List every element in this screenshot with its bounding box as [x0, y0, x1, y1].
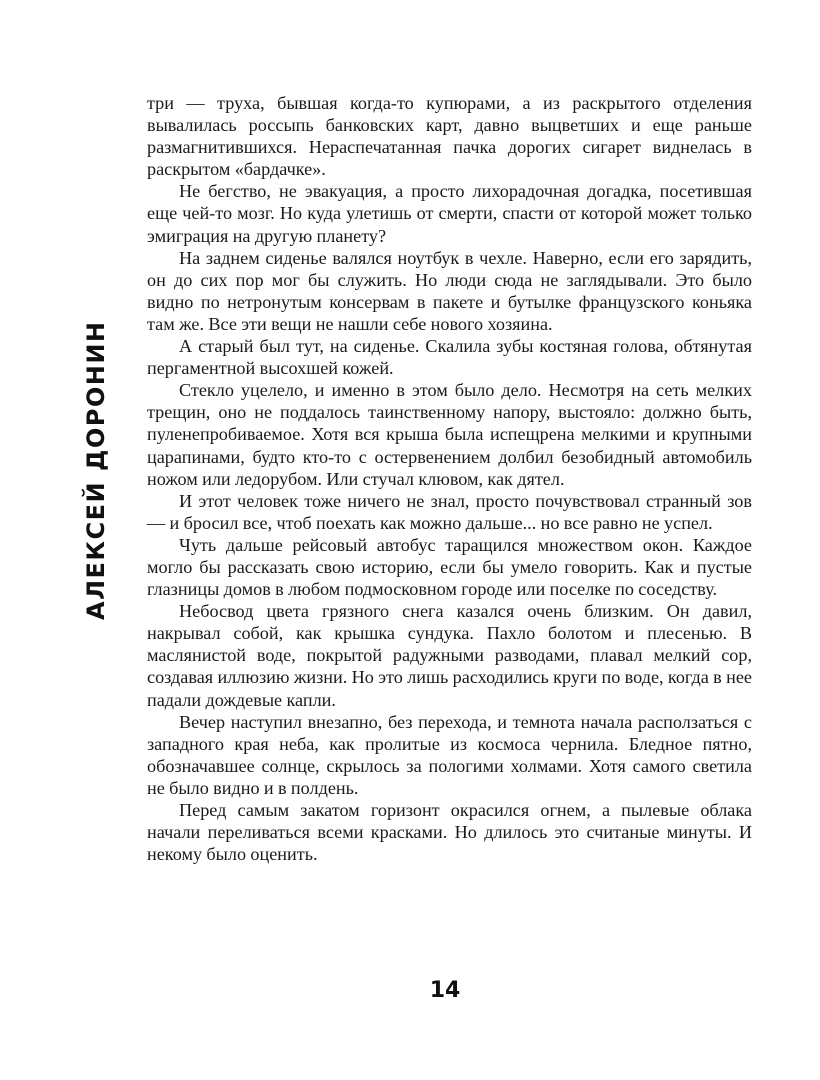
paragraph-9: Вечер наступил внезапно, без перехода, и темнота начала расползаться с западного края неба, как пролитые из космоса чернила. Бледное пятно, обозначавшее солнце, скрылось за пологими холмами. Хотя самого светила не было видно и в полдень.	[147, 711, 752, 798]
paragraph-1: три — труха, бывшая когда-то купюрами, а из раскрытого отделения вывалилась россыпь банковских карт, давно выцветших и еще раньше размагнитившихся. Нераспечатанная пачка дорогих сигарет виднелась в раскрытом «бардачке».	[147, 93, 752, 180]
paragraph-2: Не бегство, не эвакуация, а просто лихорадочная догадка, посетившая еще чей-то мозг. Но куда улетишь от смерти, спасти от которой может только эмиграция на другую планету?	[147, 181, 752, 246]
paragraph-8: Небосвод цвета грязного снега казался очень близким. Он давил, накрывал собой, как крышка сундука. Пахло болотом и плесенью. В маслянистой воде, покрытой радужными разводами, плавал мелкий сор, создавая иллюзию жизни. Но это лишь расходились круги по воде, когда в нее падали дождевые капли.	[147, 601, 752, 710]
paragraph-10: Перед самым закатом горизонт окрасился огнем, а пылевые облака начали переливаться всеми красками. Но длилось это считаные минуты. И некому было оценить.	[147, 800, 752, 865]
paragraph-4: А старый был тут, на сиденье. Скалила зубы костяная голова, обтянутая пергаментной высохшей кожей.	[147, 336, 752, 379]
body-text	[147, 92, 752, 865]
paragraph-5: Стекло уцелело, и именно в этом было дело. Несмотря на сеть мелких трещин, оно не поддалось таинственному напору, выстояло: должно быть, пуленепробиваемое. Хотя вся крыша была испещрена мелкими и крупными царапинами, будто кто-то с остервенением долбил безобидный автомобиль ножом или ледорубом. Или стучал клювом, как дятел.	[147, 380, 752, 489]
paragraph-3: На заднем сиденье валялся ноутбук в чехле. Наверно, если его зарядить, он до сих пор мог бы служить. Но люди сюда не заглядывали. Это было видно по нетронутым консервам в пакете и бутылке французского коньяка там же. Все эти вещи не нашли себе нового хозяина.	[147, 247, 752, 334]
author-name: АЛЕКСЕЙ ДОРОНИН	[82, 320, 110, 620]
page-number: 14	[429, 978, 461, 1003]
paragraph-7: Чуть дальше рейсовый автобус таращился множеством окон. Каждое могло бы рассказать свою историю, если бы умело говорить. Как и пустые глазницы домов в любом подмосковном городе или поселке по соседству.	[147, 534, 752, 600]
paragraph-6: И этот человек тоже ничего не знал, просто почувствовал странный зов — и бросил все, чтоб поехать как можно дальше... но все равно не успел.	[147, 490, 752, 533]
